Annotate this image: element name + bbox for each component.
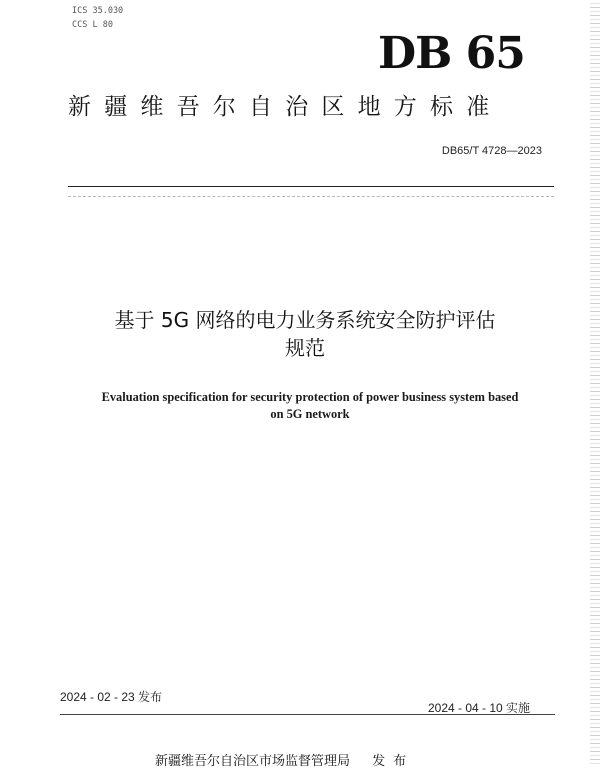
- document-title-zh: [40, 306, 570, 362]
- title-zh-line-1: 基于 5G 网络的电力业务系统安全防护评估: [114, 308, 496, 332]
- title-zh-line-2: 规范: [285, 336, 325, 360]
- document-title-en: [60, 389, 560, 423]
- footer-divider: [60, 714, 555, 715]
- implement-date: 2024 - 04 - 10 实施: [428, 701, 531, 715]
- header-divider: [68, 186, 554, 187]
- db-standard-logo: DB 65: [378, 28, 525, 79]
- authority-title: 新疆维吾尔自治区地方标准: [68, 94, 503, 120]
- header-divider-shadow: [68, 196, 554, 197]
- publish-date: 2024 - 02 - 23 发布: [60, 690, 163, 704]
- title-en-line-2: on 5G network: [270, 407, 350, 421]
- scan-edge-shadow: [590, 0, 600, 767]
- title-en-line-1: Evaluation specification for security protection of power business system based: [101, 390, 519, 404]
- issuing-authority: [155, 750, 414, 769]
- classification-codes: [72, 4, 123, 32]
- issue-word: 发布: [372, 754, 415, 769]
- issuer-name: 新疆维吾尔自治区市场监督管理局: [155, 754, 351, 769]
- ics-code: ICS 35.030: [72, 6, 124, 16]
- ccs-code: CCS L 80: [72, 20, 113, 30]
- standard-number: DB65/T 4728—2023: [441, 145, 542, 157]
